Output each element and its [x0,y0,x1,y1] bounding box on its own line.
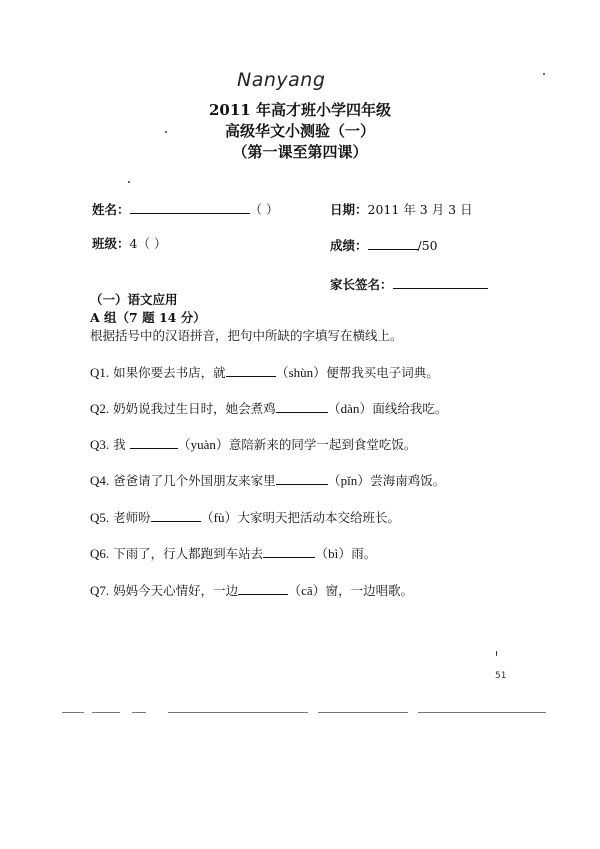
question-text-before: 奶奶说我过生日时，她会煮鸡 [109,401,276,416]
group-heading: A 组（7 题 14 分） [90,310,206,325]
question-text-after: 尝海南鸡饭。 [370,473,446,488]
question-3 [90,434,416,453]
scan-fold-line [318,712,408,713]
question-text-before: 我 [109,437,130,452]
scan-speck [128,181,130,183]
scan-speck [165,131,167,133]
parent-signature-label: 家长签名： [330,277,393,292]
pinyin-hint: （fù） [200,510,238,525]
name-number-paren: （ ） [249,202,279,217]
answer-blank[interactable] [151,521,201,522]
date-value: 2011 年 3 月 3 日 [367,202,473,217]
question-number: Q3. [90,437,110,452]
scan-speck [543,73,545,75]
question-7 [90,580,413,599]
scan-fold-line [62,712,84,713]
pinyin-hint: （bì） [315,546,352,561]
answer-blank[interactable] [276,484,328,485]
question-text-before: 老师吩 [109,510,151,525]
instructions: 根据括号中的汉语拼音，把句中所缺的字填写在横线上。 [90,328,403,343]
question-4 [90,470,445,489]
question-5 [90,507,400,526]
question-number: Q2. [90,401,110,416]
section-heading: （一）语文应用 [90,292,178,307]
scan-fold-line [168,712,308,713]
score-label: 成绩： [330,238,368,253]
question-number: Q7. [90,583,110,598]
margin-note: 51 [495,671,507,681]
score-blank[interactable] [368,249,418,250]
pinyin-hint: （pǐn） [327,473,371,488]
title-line-1: 2011 年高才班小学四年级 [209,101,391,119]
pinyin-hint: （yuàn） [177,437,229,452]
question-text-after: 意陪新来的同学一起到食堂吃饭。 [228,437,417,452]
margin-tick [496,651,497,656]
question-number: Q6. [90,546,110,561]
answer-blank[interactable] [276,412,328,413]
date-field [330,200,473,218]
question-number: Q5. [90,510,110,525]
score-total: /50 [417,238,438,253]
scan-fold-line [132,712,146,713]
title-line-3: （第一课至第四课） [232,143,368,161]
question-text-after: 大家明天把活动本交给班长。 [237,510,400,525]
parent-signature-blank[interactable] [393,288,488,289]
answer-blank[interactable] [238,594,288,595]
question-text-before: 下雨了，行人都跑到车站去 [109,546,264,561]
date-label: 日期： [330,202,368,217]
answer-blank[interactable] [130,448,178,449]
class-value: 4（ ） [129,236,167,251]
question-text-after: 雨。 [351,546,377,561]
question-6 [90,543,376,562]
question-2 [90,398,447,417]
class-label: 班级： [92,236,130,251]
name-label: 姓名： [92,202,130,217]
question-text-before: 爸爸请了几个外国朋友来家里 [109,473,276,488]
answer-blank[interactable] [263,557,315,558]
scan-fold-line [92,712,120,713]
question-text-after: 面线给我吃。 [372,401,448,416]
question-text-after: 便帮我买电子词典。 [326,365,439,380]
parent-signature-field [330,275,488,293]
name-blank[interactable] [130,213,250,214]
question-text-before: 如果你要去书店，就 [109,365,226,380]
question-text-before: 妈妈今天心情好，一边 [109,583,239,598]
score-field [330,236,438,254]
name-field [92,200,279,218]
scan-fold-line [418,712,546,713]
question-1 [90,362,439,381]
class-field [92,234,166,252]
title-line-2: 高级华文小测验（一） [224,122,375,140]
question-number: Q4. [90,473,110,488]
handwritten-school-name: Nanyang [237,69,326,91]
pinyin-hint: （shùn） [275,365,327,380]
pinyin-hint: （cā） [288,583,326,598]
pinyin-hint: （dàn） [327,401,373,416]
answer-blank[interactable] [226,376,276,377]
question-text-after: 窗，一边唱歌。 [325,583,414,598]
question-number: Q1. [90,365,110,380]
